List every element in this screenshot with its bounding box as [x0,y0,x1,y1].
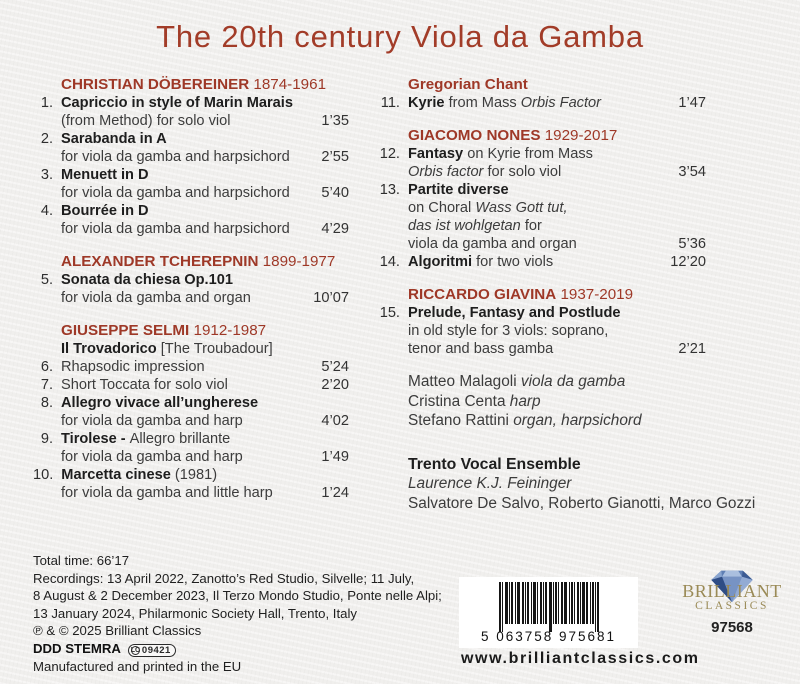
track-text [408,94,601,112]
barcode [459,577,638,648]
ensemble-line [408,494,756,514]
track-time: 2’21 [678,341,706,357]
performer-line [408,372,706,392]
composer-dates: 1912-1987 [189,322,267,339]
composer-heading [372,286,706,304]
performer-line [408,411,706,431]
track-row [33,220,349,238]
track-row [33,358,349,376]
text-segment: Tirolese - [61,431,130,447]
track-number: 5. [40,272,53,288]
text-segment: Salvatore De Salvo, Roberto Gianotti, Marco Gozzi [408,494,756,512]
composer-heading [33,253,349,271]
text-segment: Il Trovadorico [61,341,157,357]
track-text [61,484,273,502]
track-text [61,94,293,112]
ensemble-line [408,474,706,494]
composer-section [33,253,349,307]
text-segment: Algoritmi [408,254,473,270]
composer-section [33,322,349,502]
track-row [33,148,349,166]
composer-dates: 1899-1977 [258,253,336,270]
composer-dates: 1874-1961 [249,76,327,93]
track-number: 15. [379,305,400,321]
track-row [372,304,706,322]
track-text [61,112,231,130]
composer-heading [33,322,349,340]
production-line [33,570,442,588]
track-text [408,199,568,217]
track-time: 1’24 [321,485,349,501]
text-segment: Rhapsodic impression [61,359,205,375]
track-time: 5’24 [321,359,349,375]
text-segment: in old style for 3 viols: soprano, [408,323,609,339]
track-time: 5’36 [678,236,706,252]
right-sections [372,76,706,358]
track-row [33,394,349,412]
logo-text-brilliant: BRILLIANT [682,581,782,601]
track-text [61,220,290,238]
track-text [61,184,290,202]
track-text [61,394,258,412]
text-segment: for viola da gamba and harpsichord [61,185,290,201]
track-row [33,94,349,112]
track-number: 3. [40,167,53,183]
text-segment: Sonata da chiesa Op.101 [61,272,233,288]
barcode-bars-icon [499,582,599,627]
website-url[interactable]: www.brilliantclassics.com [461,650,700,667]
track-time: 3’54 [678,164,706,180]
track-row [33,466,349,484]
track-time: 1’47 [678,95,706,111]
track-time: 4’29 [321,221,349,237]
album-title: The 20th century Viola da Gamba [156,19,644,54]
vocal-ensemble-list [372,455,756,514]
track-time: 1’35 [321,113,349,129]
track-text [61,466,217,484]
text-segment: for viola da gamba and organ [61,290,251,306]
track-time: 2’20 [321,377,349,393]
track-row [372,94,706,112]
text-segment: Menuett in D [61,167,149,183]
track-number: 4. [40,203,53,219]
track-text [408,145,593,163]
brilliant-classics-logo [672,581,792,636]
track-row [33,202,349,220]
text-segment: Capriccio in style of Marin Marais [61,95,293,111]
production-line [33,605,442,623]
track-row [33,184,349,202]
text-segment: organ, harpsichord [513,412,642,429]
track-row [33,448,349,466]
track-text [408,253,553,271]
track-text [408,181,509,199]
production-line [33,622,442,640]
production-line [33,640,442,658]
track-text [61,412,243,430]
track-time: 4’02 [321,413,349,429]
composer-section [372,76,706,112]
barcode-bar [597,582,599,632]
text-segment: harp [509,392,541,410]
track-row [372,340,706,358]
text-segment: Allegro brillante [129,431,231,447]
text-segment: Orbis factor [408,164,484,180]
track-number: 2. [40,131,53,147]
barcode-digits: 5 063758 975681 [480,629,617,644]
left-sections [33,76,349,502]
text-segment: for viola da gamba and harp [61,449,243,465]
text-segment: Orbis Factor [520,95,602,111]
text-segment: viola da gamba and organ [408,236,577,252]
composer-name: CHRISTIAN DÖBEREINER [61,76,250,93]
production-line [33,658,442,676]
text-segment: Manufactured and printed in the EU [33,658,242,674]
text-segment: for viola da gamba and harp [61,413,243,429]
track-number: 7. [40,377,53,393]
track-text [408,217,542,235]
composer-name: ALEXANDER TCHEREPNIN [61,253,259,270]
track-row [33,112,349,130]
text-segment: Wass Gott tut, [475,200,568,216]
text-segment: 8 August & 2 December 2023, Il Terzo Mondo Studio, Ponte nelle Alpi; [33,588,442,604]
track-number: 6. [40,359,53,375]
track-row [372,217,706,235]
track-text [61,271,233,289]
composer-dates: 1929-2017 [540,127,618,144]
track-text [61,202,149,220]
text-segment: Short Toccata for solo viol [61,377,228,393]
composer-name: GIACOMO NONES [408,127,541,144]
track-row [33,289,349,307]
text-segment: (from Method) for solo viol [61,113,231,129]
text-segment: Fantasy [408,146,464,162]
production-line [33,587,442,605]
track-text [408,304,620,322]
track-text [408,322,608,340]
text-segment: from Mass [444,95,521,111]
text-segment: for viola da gamba and harpsichord [61,221,290,237]
track-row [33,412,349,430]
text-segment: Total time: 66’17 [33,553,130,568]
track-number: 12. [379,146,400,162]
composer-heading [372,127,706,145]
text-segment: DDD STEMRA [33,640,121,656]
logo-text-classics: CLASSICS [695,600,769,612]
track-text [408,340,553,358]
track-text [61,448,243,466]
track-time: 12’20 [670,254,706,270]
text-segment: (1981) [170,467,218,483]
text-segment: for viola da gamba and harpsichord [61,149,290,165]
track-row [372,253,706,271]
track-time: 2’55 [321,149,349,165]
track-text [61,289,251,307]
ensemble-line [408,455,706,475]
production-line [33,552,442,570]
composer-heading [372,76,706,94]
track-text [61,358,205,376]
track-row [33,430,349,448]
text-segment: Recordings: 13 April 2022, Zanotto’s Red Studio, Silvelle; 11 July, [33,570,415,586]
track-time: 10’07 [313,290,349,306]
track-row [372,322,706,340]
catalog-number: 97568 [711,619,753,636]
text-segment: for [520,218,542,234]
composer-name: RICCARDO GIAVINA [408,286,557,303]
composer-heading [33,76,349,94]
text-segment: viola da gamba [520,373,626,390]
text-segment: tenor and bass gamba [408,341,554,357]
text-segment: for two viols [472,254,554,270]
text-segment: 13 January 2024, Philarmonic Society Hall, Trento, Italy [33,605,357,621]
text-segment: for viola da gamba and little harp [61,485,273,501]
track-number: 9. [40,431,53,447]
tracklist-left-column [33,76,349,502]
composer-section [372,286,706,358]
text-segment: ℗ & © 2025 Brilliant Classics [33,623,202,639]
track-text [408,163,561,181]
text-segment: Prelude, Fantasy and Postlude [408,305,621,321]
track-number: 8. [40,395,53,411]
text-segment: Cristina Centa [408,392,510,410]
track-row [372,199,706,217]
track-number: 13. [379,182,400,198]
text-segment: on Kyrie from Mass [463,146,593,162]
track-row [33,484,349,502]
track-text [61,166,149,184]
text-segment: for solo viol [483,164,562,180]
composer-section [33,76,349,238]
performer-line [408,392,706,412]
text-segment: Bourrée in D [61,203,149,219]
track-time: 5’40 [321,185,349,201]
track-time: 1’49 [321,449,349,465]
track-text [408,235,577,253]
track-row [372,181,706,199]
text-segment: Partite diverse [408,182,509,198]
track-text [61,130,167,148]
text-segment: Stefano Rattini [408,412,514,429]
track-number: 14. [379,254,400,270]
text-segment: Kyrie [408,95,445,111]
track-number: 11. [380,95,400,111]
text-segment: Sarabanda in A [61,131,167,147]
track-number: 10. [33,467,54,483]
composer-name: Gregorian Chant [408,76,528,93]
composer-dates: 1937-2019 [556,286,634,303]
text-segment: Matteo Malagoli [408,373,521,390]
text-segment: Marcetta cinese [61,467,171,483]
text-segment: das ist wohlgetan [408,218,521,234]
track-text [61,376,228,394]
lc-icon: LC [130,646,141,654]
track-row [33,271,349,289]
track-row [372,235,706,253]
track-row [33,130,349,148]
track-row [372,145,706,163]
text-segment: [The Troubadour] [156,341,273,357]
lc-badge [128,644,176,657]
work-subtitle [33,340,349,358]
track-row [33,376,349,394]
composer-name: GIUSEPPE SELMI [61,322,190,339]
track-text [61,430,230,448]
text-segment: Laurence K.J. Feininger [408,475,572,492]
performers-list [372,372,706,431]
composer-section [372,127,706,271]
production-info [33,552,442,675]
track-text [61,340,273,358]
lc-number: 09421 [141,644,171,656]
track-row [33,166,349,184]
track-row [372,163,706,181]
text-segment: Allegro vivace all’ungherese [61,395,259,411]
text-segment: Trento Vocal Ensemble [408,455,581,473]
track-number: 1. [40,95,53,111]
track-text [61,148,290,166]
text-segment: on Choral [408,200,476,216]
tracklist-right-column [372,76,756,513]
